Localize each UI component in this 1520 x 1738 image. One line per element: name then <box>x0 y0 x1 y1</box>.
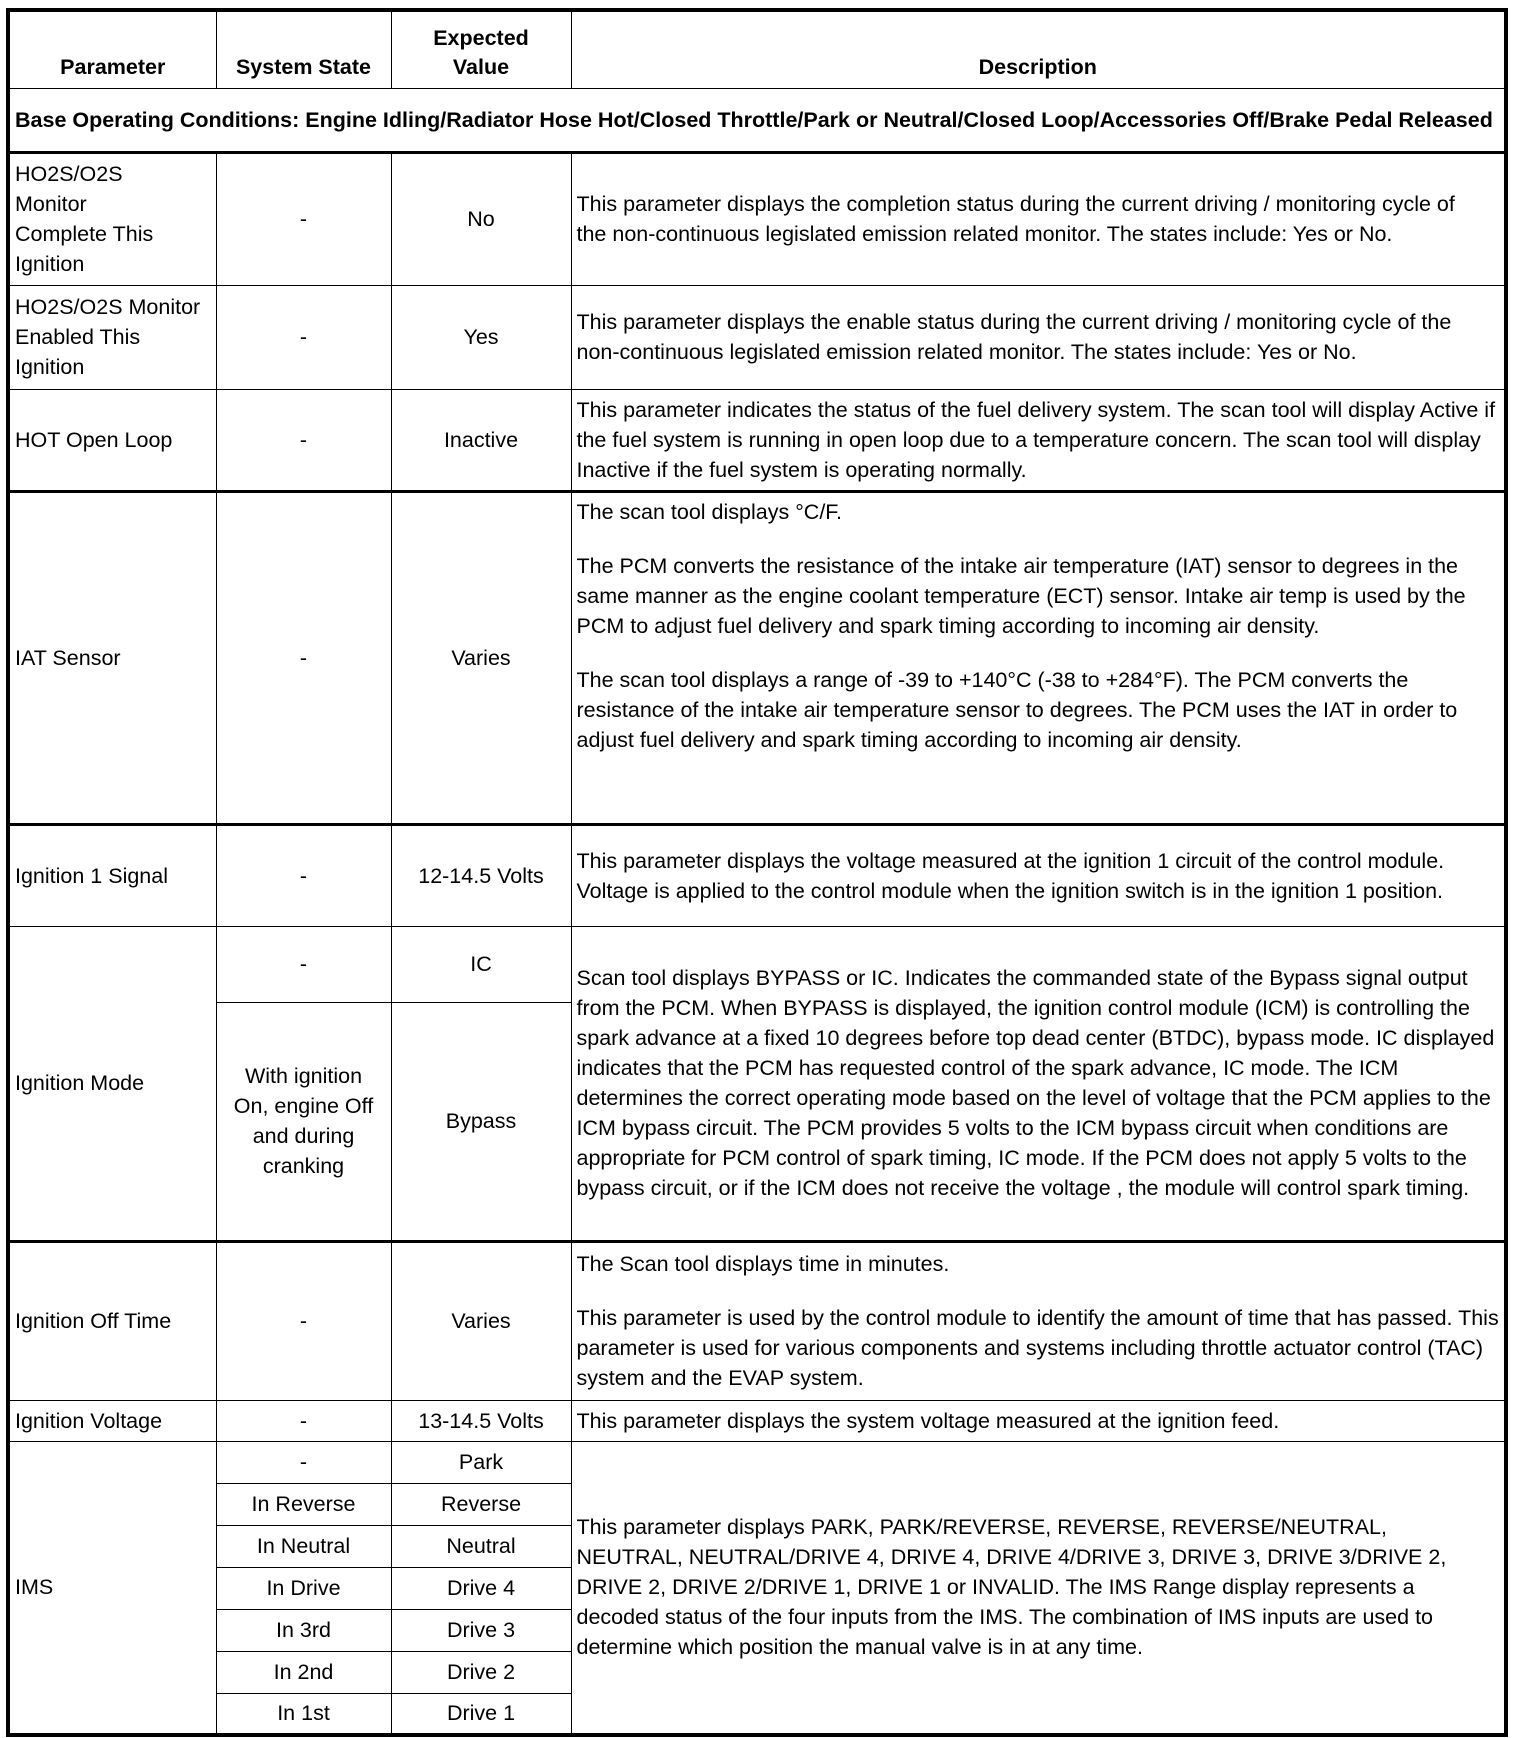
table-row <box>8 1241 1506 1400</box>
system-state-cell: - <box>216 824 391 926</box>
table-row <box>8 926 1506 1002</box>
base-operating-conditions: Base Operating Conditions: Engine Idling/Radiator Hose Hot/Closed Throttle/Park or Neutral/Closed Loop/Accessories Off/Brake Pedal Released <box>8 88 1506 152</box>
description-paragraph: This parameter is used by the control module to identify the amount of time that has passed. This parameter is used for various components and systems including throttle actuator control (TAC) system and the EVAP system. <box>576 1306 1499 1390</box>
parameter-cell: Ignition Mode <box>8 926 216 1241</box>
expected-value-cell: 12-14.5 Volts <box>391 824 571 926</box>
expected-value-cell: Inactive <box>391 389 571 491</box>
expected-value-cell: Drive 1 <box>391 1693 571 1735</box>
header-row <box>8 10 1506 88</box>
description-paragraph: The Scan tool displays time in minutes. <box>576 1252 950 1276</box>
parameter-cell: IMS <box>8 1441 216 1735</box>
description-cell: This parameter displays the completion status during the current driving / monitoring cycle of the non-continuous legislated emission related monitor. The states include: Yes or No. <box>571 152 1506 285</box>
header-description: Description <box>571 10 1506 88</box>
description-cell: This parameter displays PARK, PARK/REVERSE, REVERSE, REVERSE/NEUTRAL, NEUTRAL, NEUTRAL/DRIVE 4, DRIVE 4, DRIVE 4/DRIVE 3, DRIVE 3, DRIVE 3/DRIVE 2, DRIVE 2, DRIVE 2/DRIVE 1, DRIVE 1 or INVALID. The IMS Range display represents a decoded status of the four inputs from the IMS. The combination of IMS inputs are used to determine which position the manual valve is in at any time. <box>571 1441 1506 1735</box>
system-state-cell: In 3rd <box>216 1609 391 1651</box>
parameter-cell: Ignition Off Time <box>8 1241 216 1400</box>
system-state-cell: - <box>216 491 391 824</box>
description-cell <box>571 491 1506 824</box>
description-cell: This parameter displays the system voltage measured at the ignition feed. <box>571 1400 1506 1441</box>
system-state-cell: In Reverse <box>216 1483 391 1525</box>
system-state-cell: - <box>216 1441 391 1483</box>
system-state-cell: - <box>216 389 391 491</box>
system-state-cell: - <box>216 152 391 285</box>
scan-tool-data-table <box>6 8 1508 1737</box>
expected-value-cell: Varies <box>391 1241 571 1400</box>
expected-value-cell: Yes <box>391 285 571 389</box>
table-row <box>8 1441 1506 1483</box>
table-row <box>8 152 1506 285</box>
parameter-cell: HO2S/O2S Monitor Enabled This Ignition <box>8 285 216 389</box>
expected-value-cell: Varies <box>391 491 571 824</box>
expected-value-cell: Drive 4 <box>391 1567 571 1609</box>
parameter-cell: IAT Sensor <box>8 491 216 824</box>
expected-value-cell: Reverse <box>391 1483 571 1525</box>
base-conditions-row <box>8 88 1506 152</box>
expected-value-cell: Drive 3 <box>391 1609 571 1651</box>
expected-value-cell: IC <box>391 926 571 1002</box>
description-paragraph: The scan tool displays a range of -39 to +140°C (-38 to +284°F). The PCM converts the resistance of the intake air temperature sensor to degrees. The PCM uses the IAT in order to adjust fuel delivery and spark timing according to incoming air density. <box>576 667 1458 752</box>
table-row <box>8 1400 1506 1441</box>
table-row <box>8 389 1506 491</box>
system-state-cell: In Neutral <box>216 1525 391 1567</box>
table-row <box>8 285 1506 389</box>
description-paragraph: The PCM converts the resistance of the intake air temperature (IAT) sensor to degrees in the same manner as the engine coolant temperature (ECT) sensor. Intake air temp is used by the PCM to adjust fuel delivery and spark timing according to incoming air density. <box>576 553 1466 638</box>
parameter-cell: Ignition Voltage <box>8 1400 216 1441</box>
header-system-state: System State <box>216 10 391 88</box>
description-cell: This parameter indicates the status of the fuel delivery system. The scan tool will display Active if the fuel system is running in open loop due to a temperature concern. The scan tool will display Inactive if the fuel system is operating normally. <box>571 389 1506 491</box>
expected-value-cell: No <box>391 152 571 285</box>
parameter-cell: HO2S/O2S Monitor Complete This Ignition <box>8 152 216 285</box>
header-expected-value: Expected Value <box>391 10 571 88</box>
system-state-cell: With ignition On, engine Off and during cranking <box>216 1002 391 1241</box>
description-paragraph: The scan tool displays °C/F. <box>576 499 843 524</box>
expected-value-cell: Park <box>391 1441 571 1483</box>
system-state-cell: - <box>216 1400 391 1441</box>
description-cell: This parameter displays the voltage measured at the ignition 1 circuit of the control module. Voltage is applied to the control module when the ignition switch is in the ignition 1 position. <box>571 824 1506 926</box>
system-state-cell: In Drive <box>216 1567 391 1609</box>
expected-value-cell: Bypass <box>391 1002 571 1241</box>
system-state-cell: - <box>216 285 391 389</box>
table-row <box>8 824 1506 926</box>
expected-value-cell: 13-14.5 Volts <box>391 1400 571 1441</box>
system-state-cell: - <box>216 1241 391 1400</box>
description-cell: This parameter displays the enable status during the current driving / monitoring cycle of the non-continuous legislated emission related monitor. The states include: Yes or No. <box>571 285 1506 389</box>
system-state-cell: - <box>216 926 391 1002</box>
parameter-cell: HOT Open Loop <box>8 389 216 491</box>
system-state-cell: In 2nd <box>216 1651 391 1693</box>
system-state-cell: In 1st <box>216 1693 391 1735</box>
expected-value-cell: Drive 2 <box>391 1651 571 1693</box>
table-row <box>8 491 1506 824</box>
description-cell <box>571 1241 1506 1400</box>
parameter-cell: Ignition 1 Signal <box>8 824 216 926</box>
expected-value-cell: Neutral <box>391 1525 571 1567</box>
header-parameter: Parameter <box>8 10 216 88</box>
description-cell: Scan tool displays BYPASS or IC. Indicates the commanded state of the Bypass signal output from the PCM. When BYPASS is displayed, the ignition control module (ICM) is controlling the spark advance at a fixed 10 degrees before top dead center (BTDC), bypass mode. IC displayed indicates that the PCM has requested control of the spark advance, IC mode. The ICM determines the correct operating mode based on the level of voltage that the PCM applies to the ICM bypass circuit. The PCM provides 5 volts to the ICM bypass circuit when conditions are appropriate for PCM control of spark timing, IC mode. If the PCM does not apply 5 volts to the bypass circuit, or if the ICM does not receive the voltage , the module will control spark timing. <box>571 926 1506 1241</box>
